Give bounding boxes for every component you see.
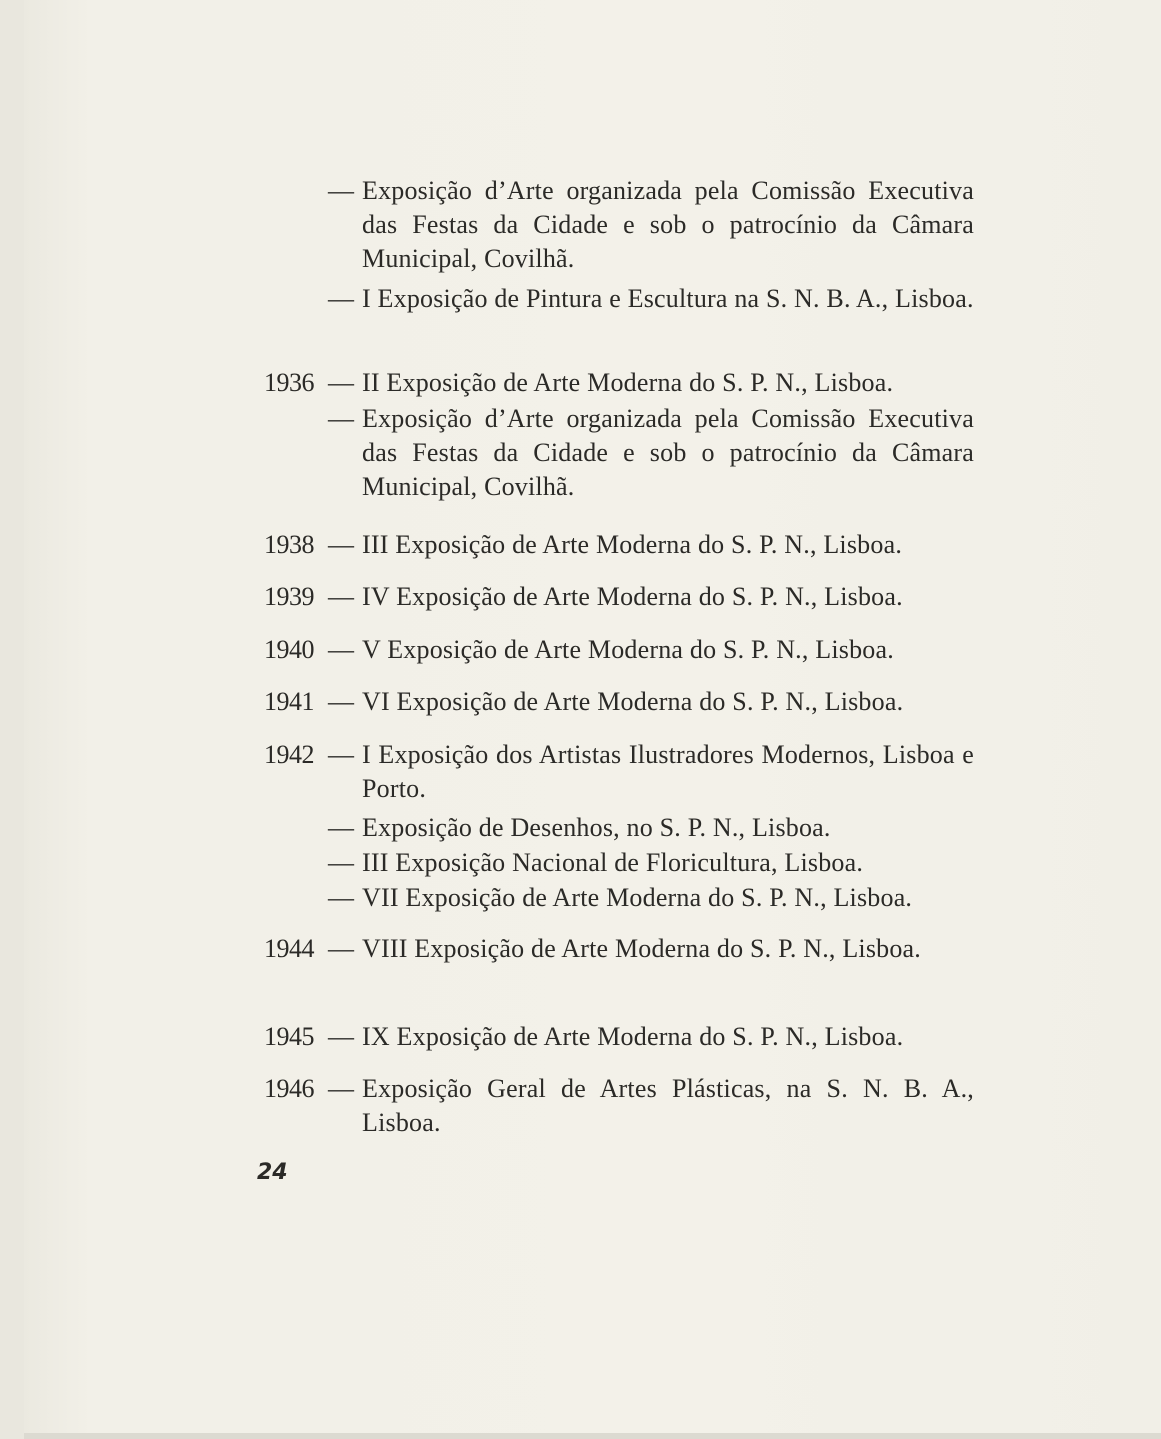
entry-year: 1939 bbox=[264, 582, 314, 611]
entry-dash: — bbox=[328, 687, 354, 716]
entry-year: 1941 bbox=[264, 687, 314, 716]
list-item bbox=[264, 1072, 974, 1140]
entry-text: Exposição d’Arte organizada pela Comissão Executiva das Festas da Cidade e sob o patrocínio da Câmara Municipal, Covilhã. bbox=[362, 176, 974, 273]
list-item bbox=[264, 633, 974, 667]
entry-text: III Exposição Nacional de Floricultura, Lisboa. bbox=[362, 848, 864, 877]
entry-text: Exposição d’Arte organizada pela Comissão Executiva das Festas da Cidade e sob o patrocínio da Câmara Municipal, Covilhã. bbox=[362, 404, 974, 501]
entry-dash: — bbox=[328, 740, 354, 769]
entry-year: 1942 bbox=[264, 740, 314, 769]
entry-dash: — bbox=[328, 635, 354, 664]
list-item bbox=[264, 366, 974, 400]
list-item bbox=[264, 881, 974, 915]
entry-text: I Exposição de Pintura e Escultura na S. N. B. A., Lisboa. bbox=[362, 284, 974, 313]
entry-year: 1944 bbox=[264, 934, 314, 963]
list-item bbox=[264, 528, 974, 562]
list-item bbox=[264, 174, 974, 276]
page-edge bbox=[24, 1433, 1161, 1439]
entry-text: III Exposição de Arte Moderna do S. P. N., Lisboa. bbox=[362, 530, 903, 559]
page-number: 24 bbox=[257, 1160, 288, 1185]
entry-dash: — bbox=[328, 368, 354, 397]
entry-text: Exposição Geral de Artes Plásticas, na S. N. B. A., Lisboa. bbox=[362, 1074, 974, 1137]
entry-dash: — bbox=[328, 530, 354, 559]
list-item bbox=[264, 738, 974, 806]
entry-text: V Exposição de Arte Moderna do S. P. N., Lisboa. bbox=[362, 635, 894, 664]
entry-dash: — bbox=[328, 1074, 354, 1103]
entry-year: 1940 bbox=[264, 635, 314, 664]
document-page bbox=[24, 0, 1161, 1439]
list-item bbox=[264, 932, 974, 966]
exhibition-list bbox=[24, 0, 1161, 1439]
list-item bbox=[264, 846, 974, 880]
list-item bbox=[264, 811, 974, 845]
entry-text: VI Exposição de Arte Moderna do S. P. N., Lisboa. bbox=[362, 687, 904, 716]
entry-year: 1938 bbox=[264, 530, 314, 559]
entry-dash: — bbox=[328, 813, 354, 842]
entry-year: 1946 bbox=[264, 1074, 314, 1103]
entry-dash: — bbox=[328, 404, 354, 433]
entry-text: I Exposição dos Artistas Ilustradores Modernos, Lisboa e Porto. bbox=[362, 740, 974, 803]
list-item bbox=[264, 282, 974, 316]
entry-dash: — bbox=[328, 934, 354, 963]
entry-text: VII Exposição de Arte Moderna do S. P. N., Lisboa. bbox=[362, 883, 913, 912]
entry-text: Exposição de Desenhos, no S. P. N., Lisboa. bbox=[362, 813, 831, 842]
list-item bbox=[264, 580, 974, 614]
entry-dash: — bbox=[328, 1022, 354, 1051]
entry-dash: — bbox=[328, 284, 354, 313]
entry-dash: — bbox=[328, 848, 354, 877]
entry-text: II Exposição de Arte Moderna do S. P. N., Lisboa. bbox=[362, 368, 894, 397]
list-item bbox=[264, 685, 974, 719]
entry-text: VIII Exposição de Arte Moderna do S. P. N., Lisboa. bbox=[362, 934, 921, 963]
list-item bbox=[264, 1020, 974, 1054]
entry-year: 1945 bbox=[264, 1022, 314, 1051]
entry-text: IV Exposição de Arte Moderna do S. P. N., Lisboa. bbox=[362, 582, 903, 611]
entry-dash: — bbox=[328, 883, 354, 912]
entry-year: 1936 bbox=[264, 368, 314, 397]
entry-dash: — bbox=[328, 176, 354, 205]
entry-text: IX Exposição de Arte Moderna do S. P. N., Lisboa. bbox=[362, 1022, 904, 1051]
list-item bbox=[264, 402, 974, 504]
entry-dash: — bbox=[328, 582, 354, 611]
